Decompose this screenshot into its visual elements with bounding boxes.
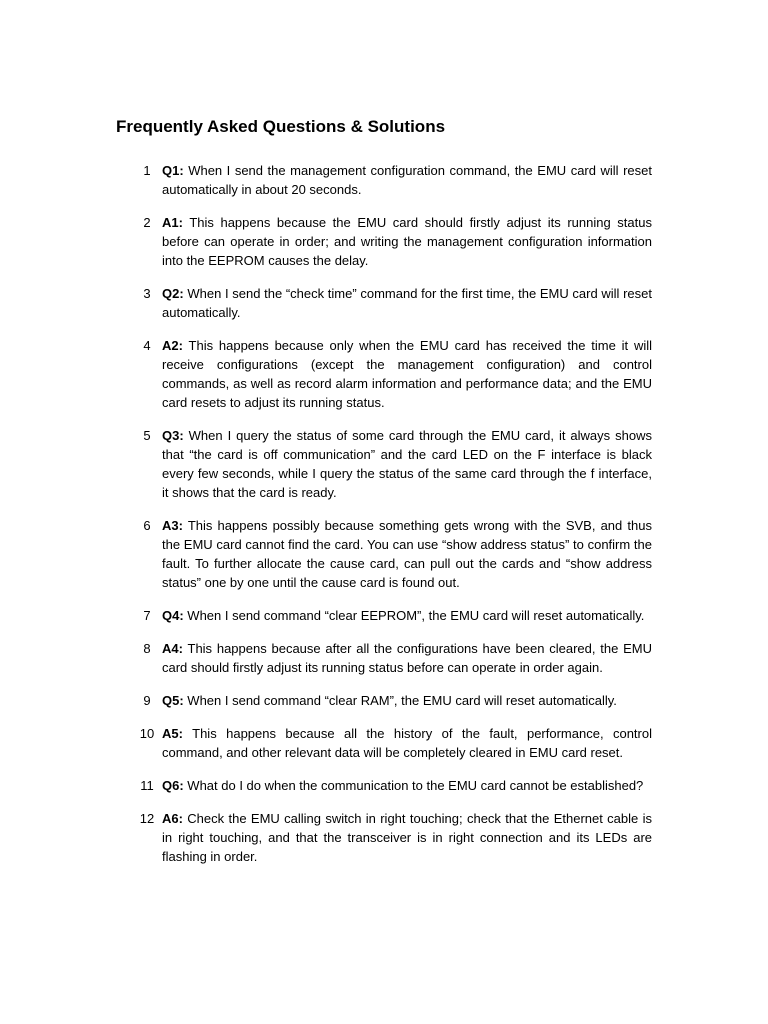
item-number: 9 [143,693,151,708]
item-text: When I send command “clear EEPROM”, the EMU card will reset automatically. [187,608,645,623]
item-number: 8 [143,641,151,656]
question-label: Q2: [162,286,184,301]
answer-label: A2: [162,338,183,353]
item-text: This happens possibly because something gets wrong with the SVB, and thus the EMU card cannot find the card. You can use “show address status” to confirm the fault. To further allocate the cause card, can pull out the cards and “show address status” one by one until the cause card is found out. [162,518,652,590]
faq-item [132,724,652,762]
item-text: This happens because all the history of the fault, performance, control command, and other relevant data will be completely cleared in EMU card reset. [162,726,652,760]
answer-label: A4: [162,641,183,656]
item-number: 5 [143,428,151,443]
item-body [162,213,652,270]
item-body [162,336,652,412]
item-text: When I send the “check time” command for the first time, the EMU card will reset automatically. [162,286,652,320]
question-label: Q6: [162,778,184,793]
question-label: Q4: [162,608,184,623]
answer-label: A6: [162,811,183,826]
item-number: 6 [143,518,151,533]
item-body [162,809,652,866]
faq-item [132,691,652,710]
item-number: 1 [143,163,151,178]
item-body [162,426,652,502]
item-number: 4 [143,338,151,353]
answer-label: A1: [162,215,183,230]
faq-item [132,426,652,502]
item-body [162,776,652,795]
item-text: When I send command “clear RAM”, the EMU card will reset automatically. [187,693,617,708]
faq-item [132,336,652,412]
document-title: Frequently Asked Questions & Solutions [116,117,446,136]
item-text: What do I do when the communication to the EMU card cannot be established? [187,778,644,793]
question-label: Q1: [162,163,184,178]
item-body [162,691,652,710]
item-number: 3 [143,286,151,301]
item-body [162,724,652,762]
answer-label: A3: [162,518,183,533]
item-number: 12 [139,811,155,826]
faq-item [132,809,652,866]
item-text: When I send the management configuration command, the EMU card will reset automatically in about 20 seconds. [162,163,652,197]
item-text: Check the EMU calling switch in right touching; check that the Ethernet cable is in right touching, and that the transceiver is in right connection and its LEDs are flashing in order. [162,811,652,864]
item-body [162,639,652,677]
item-text: This happens because after all the configurations have been cleared, the EMU card should firstly adjust its running status before can operate in order again. [162,641,652,675]
item-body [162,516,652,592]
item-body [162,606,652,625]
question-label: Q5: [162,693,184,708]
item-body [162,161,652,199]
faq-item [132,516,652,592]
faq-item [132,161,652,199]
item-text: When I query the status of some card through the EMU card, it always shows that “the card is off communication” and the card LED on the F interface is black every few seconds, while I query the status of the same card through the f interface, it shows that the card is ready. [162,428,652,500]
item-number: 10 [139,726,155,741]
item-number: 11 [140,778,154,793]
item-body [162,284,652,322]
faq-item [132,284,652,322]
answer-label: A5: [162,726,183,741]
item-number: 7 [143,608,151,623]
item-text: This happens because only when the EMU card has received the time it will receive configurations (except the management configuration) and control commands, as well as record alarm information and performance data; and the EMU card resets to adjust its running status. [162,338,652,410]
question-label: Q3: [162,428,184,443]
faq-item [132,776,652,795]
item-text: This happens because the EMU card should firstly adjust its running status before can operate in order; and writing the management configuration information into the EEPROM causes the delay. [162,215,652,268]
faq-item [132,213,652,270]
faq-item [132,639,652,677]
faq-list [132,161,652,880]
item-number: 2 [143,215,151,230]
faq-item [132,606,652,625]
